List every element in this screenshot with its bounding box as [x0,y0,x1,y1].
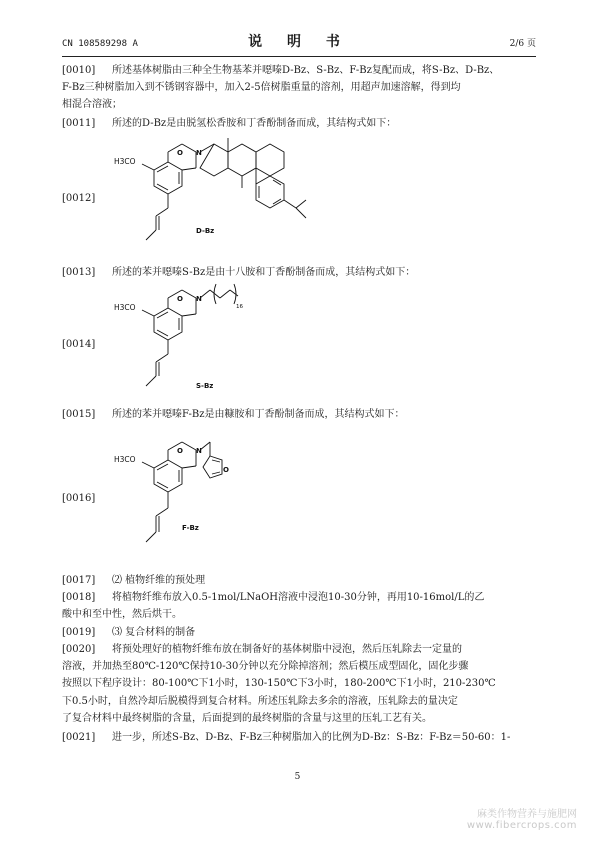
sbz-structure-drawing [110,278,260,398]
paragraph-number: [0021] [62,732,96,743]
text-line: 了复合材料中最终树脂的含量，后面提到的最终树脂的含量与这里的压轧工艺有关。 [62,712,432,724]
section-heading: ⑶ 复合材料的制备 [112,627,196,638]
dbz-structure-drawing [110,130,330,250]
text-line: 酸中和至中性，然后烘干。 [62,609,182,621]
paragraph-number: [0019] [62,627,96,638]
section-heading: ⑵ 植物纤维的预处理 [112,575,206,586]
paragraph-0020 [62,641,536,729]
paragraph-text: 所述的D-Bz是由脱氢松香胺和丁香酚制备而成，其结构式如下： [112,118,397,129]
paragraph-number: [0014] [62,339,96,350]
fbz-furan-oxygen-label: O [223,466,229,474]
fbz-methoxy-label: H3CO [114,455,136,464]
sbz-methoxy-label: H3CO [114,303,136,312]
dbz-structure [110,130,330,250]
fbz-compound-label: F-Bz [182,524,199,532]
paragraph-number: [0016] [62,493,96,504]
text-line: F-Bz三种树脂加入到不锈钢容器中，加入2-5倍树脂重量的溶剂，用超声加速溶解，得到均 [62,82,461,94]
paragraph-number: [0011] [62,118,96,129]
paragraph-text: 所述的苯并噁嗪S-Bz是由十八胺和丁香酚制备而成，其结构式如下： [112,267,416,278]
watermark-url: www.fibercrops.com [466,820,577,831]
paragraph-number: [0017] [62,575,96,586]
sbz-repeat-count: 16 [236,304,243,310]
fbz-oxygen-label: O [177,447,183,455]
paragraph-0015 [62,406,536,424]
text-line: 将预处理好的植物纤维布放在制备好的基体树脂中浸泡，然后压轧除去一定量的 [112,644,462,655]
document-title: 说 明 书 [248,34,350,50]
paragraph-0012 [62,190,102,208]
paragraph-0018 [62,589,536,625]
paragraph-0016 [62,490,102,508]
paragraph-0014 [62,336,102,354]
paragraph-number: [0013] [62,267,96,278]
dbz-methoxy-label: H3CO [114,157,136,166]
text-line: 下0.5小时，自然冷却后脱模得到复合材料。所述压轧除去多余的溶液，压轧除去的量决定 [62,695,458,707]
text-line: 所述基体树脂由三种全生物基苯并噁嗪D-Bz、S-Bz、F-Bz复配而成，将S-Bz、D-Bz、 [112,65,500,76]
text-line: 将植物纤维布放入0.5-1mol/LNaOH溶液中浸泡10-30分钟，再用10-16mol/L的乙 [112,592,485,603]
paragraph-0019 [62,624,536,642]
text-line: 相混合溶液； [62,99,122,111]
fbz-structure [110,428,260,560]
sbz-compound-label: S-Bz [196,382,214,390]
sbz-structure [110,278,260,398]
paragraph-0010 [62,62,536,116]
paragraph-text: 进一步，所述S-Bz、D-Bz、F-Bz三种树脂加入的比例为D-Bz：S-Bz：F-Bz＝50-60：1- [112,732,511,743]
paragraph-text [112,589,536,606]
paragraph-number: [0020] [62,644,96,655]
page-info: 2/6 页 [509,39,536,49]
page-header [62,31,536,53]
paragraph-text: 所述的苯并噁嗪F-Bz是由糠胺和丁香酚制备而成，其结构式如下： [112,409,405,420]
paragraph-number: [0010] [62,65,96,76]
text-line: 溶液，并加热至80℃-120℃保持10-30分钟以充分除掉溶剂；然后模压成型固化，固化步骤 [62,661,469,673]
dbz-oxygen-label: O [177,149,183,157]
sbz-nitrogen-label: N [196,295,202,303]
paragraph-number: [0015] [62,409,96,420]
fbz-nitrogen-label: N [196,447,202,455]
paragraph-text-cont [62,79,536,113]
sbz-oxygen-label: O [177,295,183,303]
paragraph-text [112,641,536,658]
dbz-compound-label: D-Bz [196,227,215,235]
paragraph-text-cont [62,658,536,727]
dbz-nitrogen-label: N [196,149,202,157]
paragraph-number: [0012] [62,193,96,204]
watermark [467,805,577,831]
watermark-site-name: 麻类作物营养与施肥网 [477,809,577,820]
paragraph-number: [0018] [62,592,96,603]
paragraph-0021 [62,729,536,747]
fbz-structure-drawing [110,428,260,560]
paragraph-text-cont [62,606,536,623]
page-number: 5 [294,772,301,782]
paragraph-text [112,62,536,79]
patent-number: CN 108589298 A [62,39,138,49]
header-divider [62,56,536,57]
paragraph-0017 [62,572,536,590]
text-line: 按照以下程序设计：80-100℃下1小时，130-150℃下3小时，180-200℃下1小时，210-230℃ [62,678,496,690]
